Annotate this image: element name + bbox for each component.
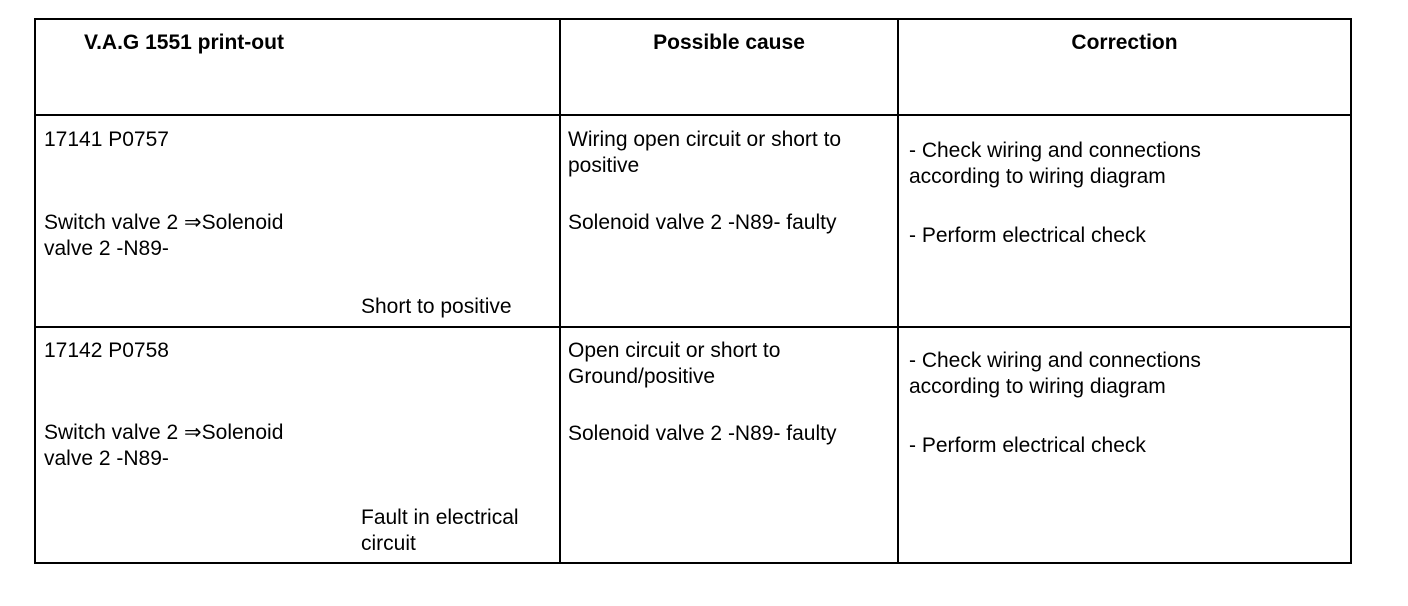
correction-step: - Perform electrical check: [909, 224, 1146, 247]
correction-step: - Check wiring and connections according to wiring diagram: [909, 349, 1201, 398]
fault-component: Switch valve 2 ⇒Solenoid valve 2 -N89-: [44, 211, 284, 260]
possible-cause: Wiring open circuit or short to positive: [568, 128, 842, 177]
correction-step: - Perform electrical check: [909, 434, 1146, 457]
fault-code: 17141 P0757: [44, 128, 169, 151]
fault-code: 17142 P0758: [44, 339, 169, 362]
header-correction: Correction: [1071, 31, 1178, 54]
possible-cause: Solenoid valve 2 -N89- faulty: [568, 422, 837, 445]
header-printout: V.A.G 1551 print-out: [84, 31, 284, 54]
row-divider: [36, 114, 1350, 116]
fault-type: Fault in electrical circuit: [361, 506, 519, 555]
possible-cause: Solenoid valve 2 -N89- faulty: [568, 211, 837, 234]
fault-component: Switch valve 2 ⇒Solenoid valve 2 -N89-: [44, 421, 284, 470]
column-divider: [559, 20, 561, 562]
correction-step: - Check wiring and connections according to wiring diagram: [909, 139, 1201, 188]
header-possible-cause: Possible cause: [653, 31, 805, 54]
possible-cause: Open circuit or short to Ground/positive: [568, 339, 781, 388]
column-divider: [897, 20, 899, 562]
fault-type: Short to positive: [361, 295, 512, 318]
fault-code-table: [34, 18, 1352, 564]
row-divider: [36, 326, 1350, 328]
